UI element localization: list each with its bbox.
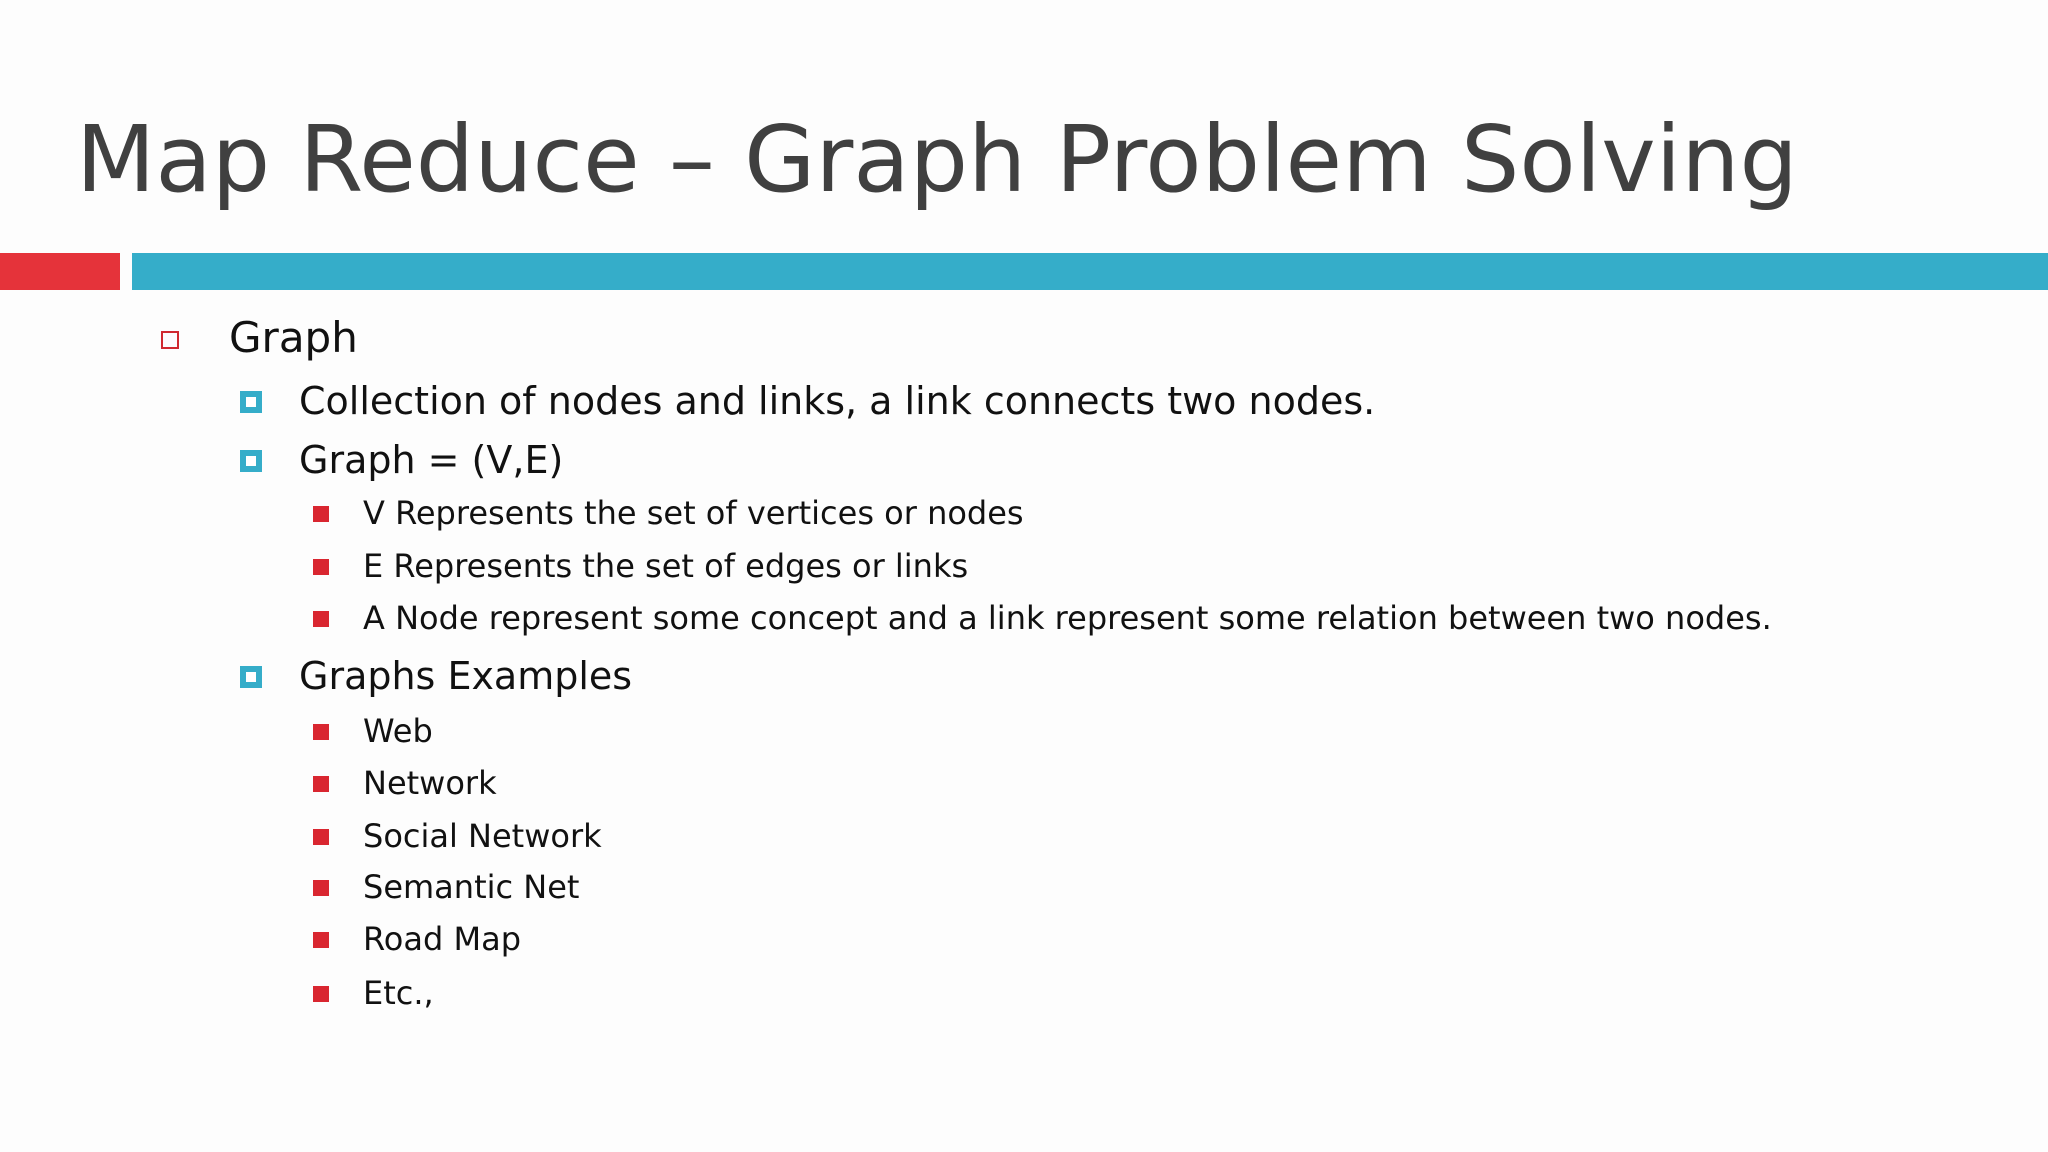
bullet-text: Road Map: [363, 920, 521, 958]
bullet-text: V Represents the set of vertices or nodes: [363, 494, 1024, 532]
square-bullet-icon: [240, 450, 262, 472]
bullet-text: Graphs Examples: [299, 654, 633, 698]
bullet-text: Etc.,: [363, 974, 434, 1012]
filled-square-bullet-icon: [313, 829, 329, 845]
hollow-square-bullet-icon: [161, 331, 179, 349]
filled-square-bullet-icon: [313, 506, 329, 522]
bullet-text: Graph: [229, 313, 358, 362]
bullet-text: Network: [363, 764, 497, 802]
bullet-text: Social Network: [363, 817, 602, 855]
filled-square-bullet-icon: [313, 932, 329, 948]
bullet-text: Collection of nodes and links, a link connects two nodes.: [299, 379, 1376, 423]
accent-bar-blue: [132, 253, 2048, 290]
filled-square-bullet-icon: [313, 724, 329, 740]
square-bullet-icon: [240, 666, 262, 688]
bullet-text: E Represents the set of edges or links: [363, 547, 969, 585]
filled-square-bullet-icon: [313, 986, 329, 1002]
bullet-text: Web: [363, 712, 433, 750]
bullet-text: Semantic Net: [363, 868, 580, 906]
filled-square-bullet-icon: [313, 880, 329, 896]
bullet-text: Graph = (V,E): [299, 438, 564, 482]
accent-bar-red: [0, 253, 120, 290]
filled-square-bullet-icon: [313, 776, 329, 792]
slide-title: Map Reduce – Graph Problem Solving: [76, 106, 1798, 213]
square-bullet-icon: [240, 391, 262, 413]
filled-square-bullet-icon: [313, 559, 329, 575]
filled-square-bullet-icon: [313, 611, 329, 627]
bullet-text: A Node represent some concept and a link represent some relation between two nodes.: [363, 599, 1772, 637]
